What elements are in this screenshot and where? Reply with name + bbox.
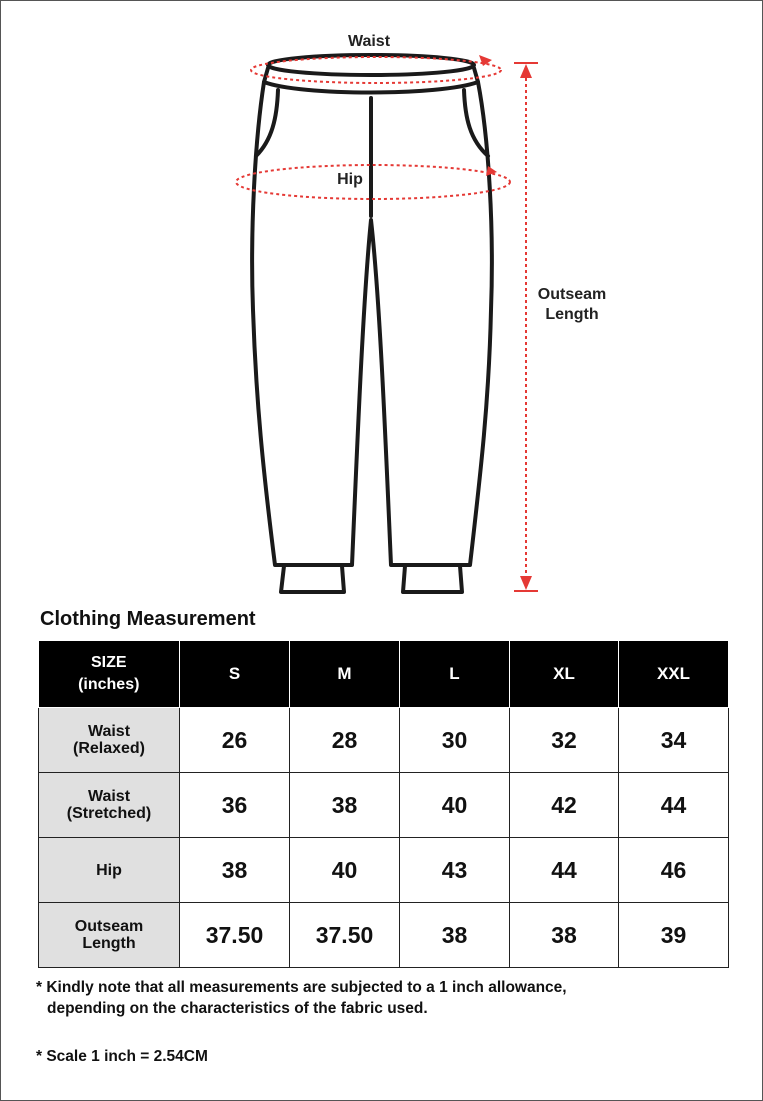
row-label-line2: (Relaxed)	[72, 740, 146, 757]
row-label-waist-relaxed	[39, 708, 180, 773]
scale-note	[36, 1046, 208, 1067]
table-cell: 39	[619, 903, 729, 968]
size-header-line1: SIZE	[90, 654, 127, 671]
table-cell: 44	[510, 838, 619, 903]
row-label-line1: Waist	[87, 723, 131, 740]
waist-arrow-icon	[479, 55, 492, 66]
scale-note-text: * Scale 1 inch = 2.54CM	[36, 1048, 208, 1065]
waist-label: Waist	[347, 33, 391, 50]
size-header-cell: XL	[510, 641, 619, 708]
size-header-cell: M	[290, 641, 400, 708]
table-cell: 26	[180, 708, 290, 773]
table-cell: 38	[400, 903, 510, 968]
table-cell: 40	[290, 838, 400, 903]
row-label-outseam-length	[39, 903, 180, 968]
outseam-label	[522, 285, 622, 325]
size-header-cell: L	[400, 641, 510, 708]
outseam-label-line2: Length	[545, 306, 599, 323]
measurement-title: Clothing Measurement	[40, 608, 256, 630]
allowance-note-line2: depending on the characteristics of the fabric used.	[47, 1000, 428, 1017]
allowance-note	[36, 977, 567, 1019]
table-cell: 36	[180, 773, 290, 838]
size-header-line2: (inches)	[78, 676, 140, 693]
row-label-line2: Length	[82, 935, 136, 952]
allowance-note-line1: * Kindly note that all measurements are subjected to a 1 inch allowance,	[36, 979, 567, 996]
waistband-top	[268, 55, 474, 75]
table-cell: 38	[290, 773, 400, 838]
table-row	[39, 708, 729, 773]
outseam-arrow-down-icon	[520, 576, 532, 590]
table-cell: 38	[180, 838, 290, 903]
table-row	[39, 773, 729, 838]
row-label-line2: (Stretched)	[66, 805, 152, 822]
hip-label: Hip	[337, 171, 363, 188]
row-label-waist-stretched	[39, 773, 180, 838]
table-cell: 28	[290, 708, 400, 773]
row-label-line1: Hip	[96, 861, 122, 879]
table-cell: 37.50	[290, 903, 400, 968]
table-cell: 46	[619, 838, 729, 903]
table-cell: 34	[619, 708, 729, 773]
outseam-label-line1: Outseam	[537, 286, 607, 303]
row-label-line1: Outseam	[74, 918, 144, 935]
table-cell: 30	[400, 708, 510, 773]
right-cuff	[403, 566, 462, 592]
size-header-cell: XXL	[619, 641, 729, 708]
table-cell: 42	[510, 773, 619, 838]
table-row	[39, 903, 729, 968]
size-header-label	[39, 641, 180, 708]
row-label-hip	[39, 838, 180, 903]
size-chart-table	[38, 641, 729, 968]
size-header-row	[39, 641, 729, 708]
table-row	[39, 838, 729, 903]
outseam-arrow-up-icon	[520, 64, 532, 78]
left-cuff	[281, 566, 344, 592]
table-cell: 43	[400, 838, 510, 903]
table-cell: 37.50	[180, 903, 290, 968]
table-cell: 44	[619, 773, 729, 838]
row-label-line1: Waist	[87, 788, 131, 805]
size-header-cell: S	[180, 641, 290, 708]
table-cell: 40	[400, 773, 510, 838]
table-cell: 32	[510, 708, 619, 773]
table-cell: 38	[510, 903, 619, 968]
